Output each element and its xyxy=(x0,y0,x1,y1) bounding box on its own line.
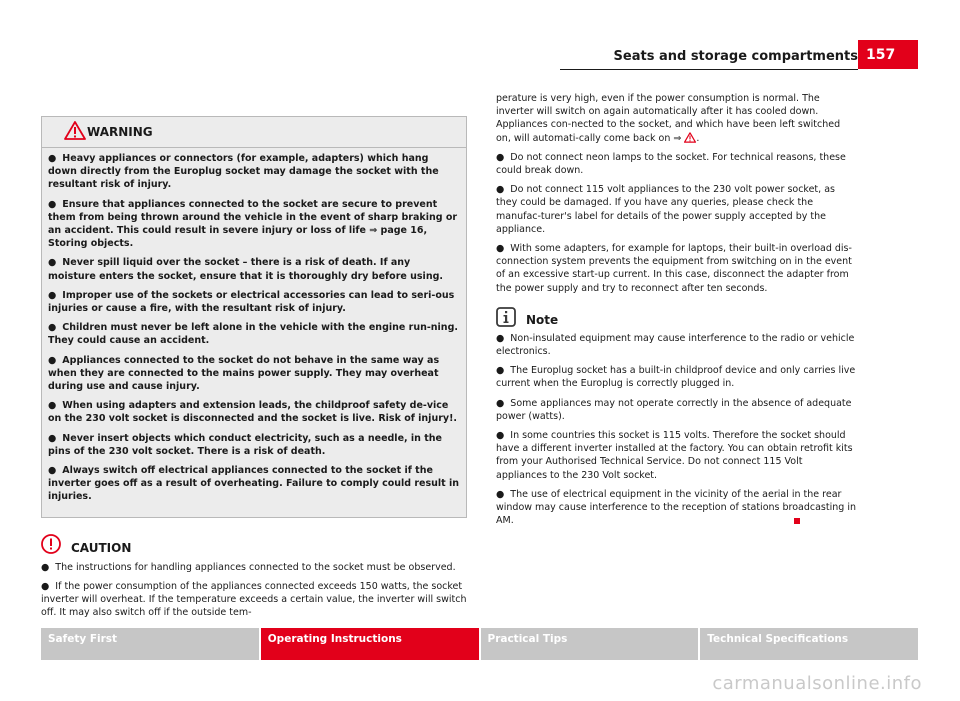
bullet: ● xyxy=(48,198,57,210)
warning-item: ● Improper use of the sockets or electrical accessories can lead to seri-ous injuries or cause a fire, with the resultant risk of injury. xyxy=(48,289,455,315)
bullet: ● xyxy=(496,332,505,344)
bullet: ● xyxy=(496,397,505,409)
warning-list xyxy=(42,152,466,504)
bullet: ● xyxy=(48,153,57,164)
warning-item: ● Heavy appliances or connectors (for example, adapters) which hang down directly from the Europlug socket may damage the socket with the resultant risk of injury. xyxy=(48,153,439,191)
note-heading: Note xyxy=(526,312,559,327)
warning-box xyxy=(41,116,467,518)
left-column xyxy=(41,116,467,625)
page-number: 157 xyxy=(858,40,918,69)
caution-item: ● The instructions for handling appliances connected to the socket must be observed. xyxy=(41,561,456,573)
bullet: ● xyxy=(48,465,57,477)
watermark: carmanualsonline.info xyxy=(712,673,922,694)
footer-tab-technical-specifications[interactable]: Technical Specifications xyxy=(700,628,918,660)
note-item: ● Some appliances may not operate correctly in the absence of adequate power (watts). xyxy=(496,397,852,422)
bullet: ● xyxy=(41,561,50,573)
bullet: ● xyxy=(496,365,505,377)
right-column xyxy=(496,92,856,533)
bullet: ● xyxy=(496,151,505,163)
note-header xyxy=(496,307,856,327)
note-info-icon xyxy=(496,307,516,327)
caution-item: ● If the power consumption of the appliances connected exceeds 150 watts, the socket inverter will overheat. If the temperature exceeds a certain value, the inverter will switch off. It may also switch off if the outside tem- xyxy=(41,580,467,619)
note-item: ● In some countries this socket is 115 volts. Therefore the socket should have a different inverter installed at the factory. You can obtain retrofit kits from your Authorised Technical Service. Do not connect 115 Volt appliances to the 230 Volt socket. xyxy=(496,430,853,481)
footer-nav xyxy=(41,628,918,660)
caution-header xyxy=(41,533,467,555)
bullet: ● xyxy=(496,243,505,255)
bullet: ● xyxy=(48,354,57,366)
caution-heading: CAUTION xyxy=(71,540,132,555)
warning-item: ● Children must never be left alone in the vehicle with the engine run-ning. They could cause an accident. xyxy=(48,322,458,347)
bullet: ● xyxy=(48,432,57,444)
caution-continuation: perature is very high, even if the power consumption is normal. The inverter will switch on again automatically after it has cooled down. Appliances con-nected to the socket, and which have been left switched on, will automati-cally come back on ⇒ . xyxy=(496,93,841,144)
footer-tab-operating-instructions[interactable]: Operating Instructions xyxy=(261,628,481,660)
bullet: ● xyxy=(48,289,57,301)
bullet: ● xyxy=(48,400,57,412)
warning-heading: WARNING xyxy=(87,125,153,139)
caution-item: ● Do not connect neon lamps to the socket. For technical reasons, these could break down. xyxy=(496,151,846,177)
bullet: ● xyxy=(496,184,505,196)
note-item: ● The use of electrical equipment in the vicinity of the aerial in the rear window may cause interference to the reception of stations broadcasting in AM. xyxy=(496,488,856,527)
warning-item: ● When using adapters and extension leads, the childproof safety de-vice on the 230 volt socket is disconnected and the socket is live. Risk of injury!. xyxy=(48,400,458,425)
section-end-marker xyxy=(794,518,800,524)
page-section-title: Seats and storage compartments xyxy=(613,49,858,64)
caution-exclamation-icon xyxy=(41,534,61,554)
warning-item: ● Never spill liquid over the socket – there is a risk of death. If any moisture enters the socket, ensure that it is thoroughly dry before using. xyxy=(48,257,443,282)
bullet: ● xyxy=(48,322,57,334)
header-rule xyxy=(560,69,858,70)
warning-triangle-icon xyxy=(64,121,86,140)
bullet: ● xyxy=(41,580,50,592)
note-item: ● The Europlug socket has a built-in childproof device and only carries live current when the Europlug is correctly plugged in. xyxy=(496,365,856,390)
note-item: ● Non-insulated equipment may cause interference to the radio or vehicle electronics. xyxy=(496,332,855,358)
caution-item: ● Do not connect 115 volt appliances to the 230 volt power socket, as they could be damaged. If you have any queries, please check the manufac-turer's label for details of the power supply accepted by the appliance. xyxy=(496,184,835,235)
warning-header xyxy=(42,117,466,148)
footer-tab-safety-first[interactable]: Safety First xyxy=(41,628,261,660)
warning-item: ● Appliances connected to the socket do not behave in the same way as when they are connected to the mains power supply. They may overheat during use and cause injury. xyxy=(48,354,440,393)
warning-item: ● Never insert objects which conduct electricity, such as a needle, in the pins of the 230 volt socket. There is a risk of death. xyxy=(48,432,442,457)
caution-item: ● With some adapters, for example for laptops, their built-in overload dis-connection system prevents the equipment from switching on in the event of an excessive start-up current. In this case, disconnect the adapter from the power supply and try to reconnect after ten seconds. xyxy=(496,243,852,294)
bullet: ● xyxy=(496,430,505,442)
footer-tab-practical-tips[interactable]: Practical Tips xyxy=(481,628,701,660)
warning-item: ● Always switch off electrical appliances connected to the socket if the inverter goes off as a result of overheating. Failure to comply could result in injuries. xyxy=(48,465,460,503)
bullet: ● xyxy=(48,257,57,269)
warning-item: ● Ensure that appliances connected to the socket are secure to prevent them from being thrown around the vehicle in the event of sharp braking or an accident. This could result in severe injury or loss of life ⇒ page 16, Storing objects. xyxy=(48,198,458,250)
warning-triangle-icon xyxy=(684,132,696,143)
bullet: ● xyxy=(496,488,505,500)
